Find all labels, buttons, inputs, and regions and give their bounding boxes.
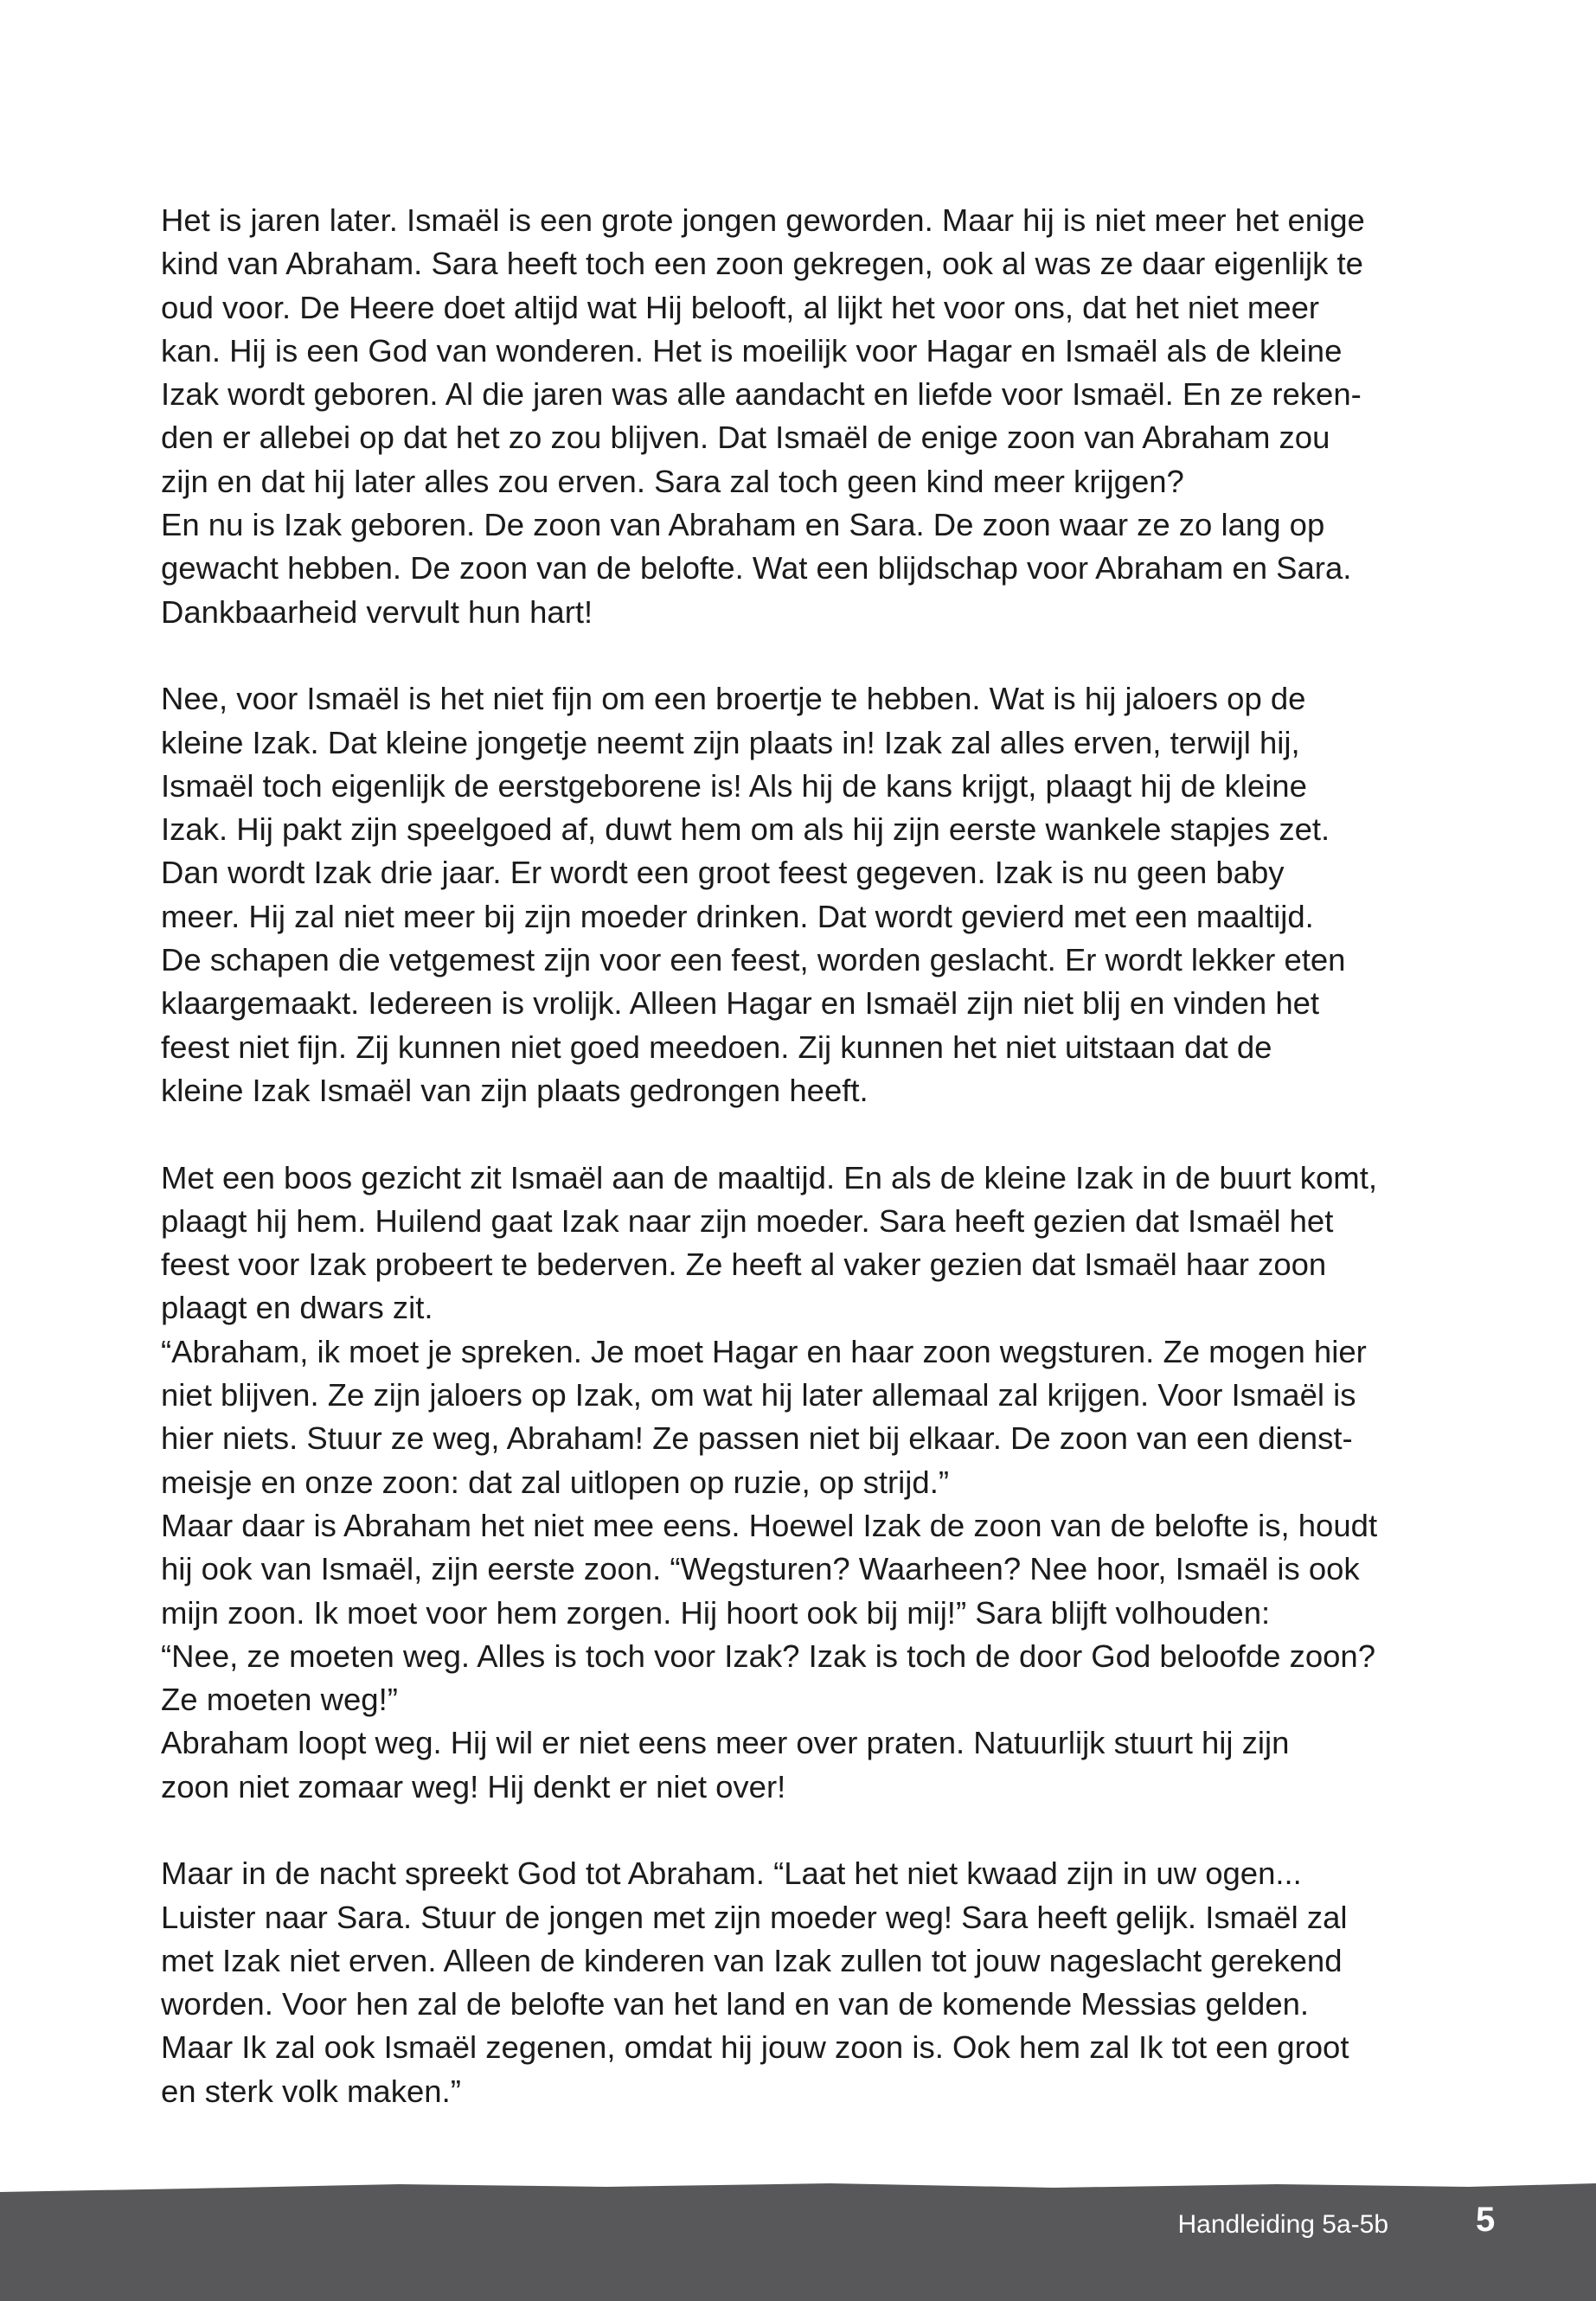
text-line: den er allebei op dat het zo zou blijven. Dat Ismaël de enige zoon van Abraham zou bbox=[161, 420, 1330, 456]
text-line: Ze moeten weg!” bbox=[161, 1682, 398, 1718]
text-line: klaargemaakt. Iedereen is vrolijk. Alleen Hagar en Ismaël zijn niet blij en vinden het bbox=[161, 985, 1320, 1022]
text-line: kleine Izak. Dat kleine jongetje neemt zijn plaats in! Izak zal alles erven, terwijl hij, bbox=[161, 724, 1300, 760]
footer-title: Handleiding 5a-5b bbox=[1177, 2210, 1388, 2239]
text-line: Ismaël toch eigenlijk de eerstgeborene is! Als hij de kans krijgt, plaagt hij de kleine bbox=[161, 767, 1307, 804]
text-line: Maar in de nacht spreekt God tot Abraham. “Laat het niet kwaad zijn in uw ogen... bbox=[161, 1856, 1302, 1892]
text-line: kind van Abraham. Sara heeft toch een zoon gekregen, ook al was ze daar eigenlijk te bbox=[161, 246, 1363, 282]
text-line: worden. Voor hen zal de belofte van het land en van de komende Messias gelden. bbox=[161, 1986, 1310, 2022]
text-line: plaagt en dwars zit. bbox=[161, 1290, 433, 1326]
text-line: Maar Ik zal ook Ismaël zegenen, omdat hij jouw zoon is. Ook hem zal Ik tot een groot bbox=[161, 2029, 1349, 2066]
text-line: Luister naar Sara. Stuur de jongen met zijn moeder weg! Sara heeft gelijk. Ismaël zal bbox=[161, 1899, 1348, 1935]
text-line: zoon niet zomaar weg! Hij denkt er niet over! bbox=[161, 1768, 786, 1804]
text-line: Dan wordt Izak drie jaar. Er wordt een groot feest gegeven. Izak is nu geen baby bbox=[161, 855, 1285, 891]
text-line: Maar daar is Abraham het niet mee eens. Hoewel Izak de zoon van de belofte is, houdt bbox=[161, 1507, 1378, 1543]
paragraph bbox=[161, 677, 1441, 1112]
text-line: “Nee, ze moeten weg. Alles is toch voor Izak? Izak is toch de door God beloofde zoon? bbox=[161, 1638, 1376, 1674]
footer-band bbox=[0, 2182, 1596, 2301]
text-line: Nee, voor Ismaël is het niet fijn om een broertje te hebben. Wat is hij jaloers op de bbox=[161, 681, 1306, 717]
text-line: oud voor. De Heere doet altijd wat Hij belooft, al lijkt het voor ons, dat het niet meer bbox=[161, 289, 1320, 325]
text-line: meisje en onze zoon: dat zal uitlopen op ruzie, op strijd.” bbox=[161, 1464, 949, 1500]
text-line: hier niets. Stuur ze weg, Abraham! Ze passen niet bij elkaar. De zoon van een dienst- bbox=[161, 1420, 1353, 1457]
paragraph bbox=[161, 1157, 1441, 1809]
text-line: gewacht hebben. De zoon van de belofte. Wat een blijdschap voor Abraham en Sara. bbox=[161, 550, 1352, 586]
text-line: Izak wordt geboren. Al die jaren was alle aandacht en liefde voor Ismaël. En ze reken- bbox=[161, 376, 1362, 413]
text-line: En nu is Izak geboren. De zoon van Abraham en Sara. De zoon waar ze zo lang op bbox=[161, 507, 1325, 543]
text-line: Izak. Hij pakt zijn speelgoed af, duwt hem om als hij zijn eerste wankele stapjes zet. bbox=[161, 811, 1330, 848]
text-line: met Izak niet erven. Alleen de kinderen van Izak zullen tot jouw nageslacht gerekend bbox=[161, 1942, 1343, 1978]
text-line: hij ook van Ismaël, zijn eerste zoon. “Wegsturen? Waarheen? Nee hoor, Ismaël is ook bbox=[161, 1551, 1360, 1587]
page-number: 5 bbox=[1476, 2201, 1496, 2239]
text-line: mijn zoon. Ik moet voor hem zorgen. Hij hoort ook bij mij!” Sara blijft volhouden: bbox=[161, 1594, 1271, 1631]
text-line: “Abraham, ik moet je spreken. Je moet Hagar en haar zoon wegsturen. Ze mogen hier bbox=[161, 1333, 1367, 1369]
text-line: Abraham loopt weg. Hij wil er niet eens meer over praten. Natuurlijk stuurt hij zijn bbox=[161, 1725, 1290, 1761]
text-line: zijn en dat hij later alles zou erven. Sara zal toch geen kind meer krijgen? bbox=[161, 463, 1184, 499]
text-line: feest voor Izak probeert te bederven. Ze heeft al vaker gezien dat Ismaël haar zoon bbox=[161, 1247, 1327, 1283]
text-line: De schapen die vetgemest zijn voor een feest, worden geslacht. Er wordt lekker eten bbox=[161, 942, 1346, 978]
text-line: kan. Hij is een God van wonderen. Het is moeilijk voor Hagar en Ismaël als de kleine bbox=[161, 332, 1343, 369]
text-line: kleine Izak Ismaël van zijn plaats gedrongen heeft. bbox=[161, 1072, 869, 1108]
text-line: feest niet fijn. Zij kunnen niet goed meedoen. Zij kunnen het niet uitstaan dat de bbox=[161, 1029, 1272, 1065]
text-line: Dankbaarheid vervult hun hart! bbox=[161, 593, 593, 630]
body-text bbox=[161, 199, 1441, 2113]
text-line: Het is jaren later. Ismaël is een grote jongen geworden. Maar hij is niet meer het enige bbox=[161, 202, 1365, 238]
text-line: meer. Hij zal niet meer bij zijn moeder drinken. Dat wordt gevierd met een maaltijd. bbox=[161, 898, 1314, 934]
text-line: en sterk volk maken.” bbox=[161, 2073, 461, 2109]
text-line: Met een boos gezicht zit Ismaël aan de maaltijd. En als de kleine Izak in de buurt komt, bbox=[161, 1159, 1377, 1195]
paragraph bbox=[161, 1852, 1441, 2113]
text-line: plaagt hij hem. Huilend gaat Izak naar zijn moeder. Sara heeft gezien dat Ismaël het bbox=[161, 1202, 1334, 1239]
paragraph bbox=[161, 199, 1441, 634]
text-line: niet blijven. Ze zijn jaloers op Izak, om wat hij later allemaal zal krijgen. Voor Ismaël is bbox=[161, 1377, 1356, 1413]
